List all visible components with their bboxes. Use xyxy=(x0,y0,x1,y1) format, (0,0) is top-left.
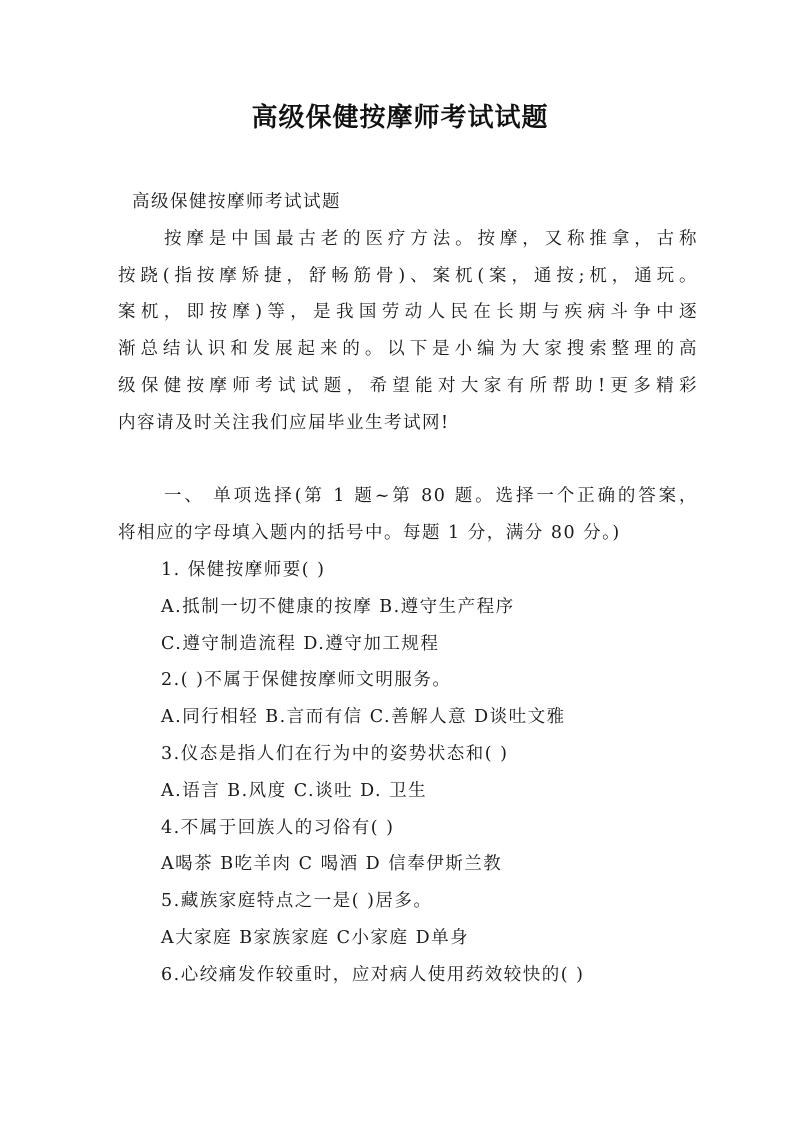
intro-line: 级保健按摩师考试试题，希望能对大家有所帮助!更多精彩 xyxy=(118,375,698,396)
question-line: 6.心绞痛发作较重时，应对病人使用药效较快的( ) xyxy=(161,964,585,985)
intro-line: 内容请及时关注我们应届毕业生考试网! xyxy=(118,412,450,433)
question-line: 1. 保健按摩师要( ) xyxy=(161,559,326,580)
page-title: 高级保健按摩师考试试题 xyxy=(251,103,549,133)
question-options-line: A.抵制一切不健康的按摩 B.遵守生产程序 xyxy=(161,596,515,617)
intro-line: 渐总结认识和发展起来的。以下是小编为大家搜索整理的高 xyxy=(118,339,698,360)
question-options-line: A.同行相轻 B.言而有信 C.善解人意 D谈吐文雅 xyxy=(161,707,566,728)
intro-line: 按跷(指按摩矫捷，舒畅筋骨)、案杌(案，通按;杌，通玩。 xyxy=(118,265,698,286)
question-options-line: A大家庭 B家族家庭 C小家庭 D单身 xyxy=(161,927,470,948)
document-body xyxy=(118,184,698,994)
intro-line: 案杌，即按摩)等，是我国劳动人民在长期与疾病斗争中逐 xyxy=(118,302,698,323)
question-line: 4.不属于回族人的习俗有( ) xyxy=(161,817,395,838)
section-heading-line: 将相应的字母填入题内的括号中。每题 1 分，满分 80 分。) xyxy=(118,523,621,544)
question-options-line: C.遵守制造流程 D.遵守加工规程 xyxy=(161,633,440,654)
question-line: 2.( )不属于保健按摩师文明服务。 xyxy=(161,670,452,691)
section-heading-line: 一、 单项选择(第 1 题~第 80 题。选择一个正确的答案， xyxy=(164,486,698,507)
question-line: 3.仪态是指人们在行为中的姿势状态和( ) xyxy=(161,743,509,764)
document-subtitle: 高级保健按摩师考试试题 xyxy=(132,192,341,212)
intro-line: 按摩是中国最古老的医疗方法。按摩，又称推拿，古称 xyxy=(164,228,698,249)
question-options-line: A.语言 B.风度 C.谈吐 D. 卫生 xyxy=(161,780,428,801)
paragraph-gap xyxy=(118,442,698,479)
question-line: 5.藏族家庭特点之一是( )居多。 xyxy=(161,891,433,912)
question-options-line: A喝茶 B吃羊肉 C 喝酒 D 信奉伊斯兰教 xyxy=(161,854,503,875)
